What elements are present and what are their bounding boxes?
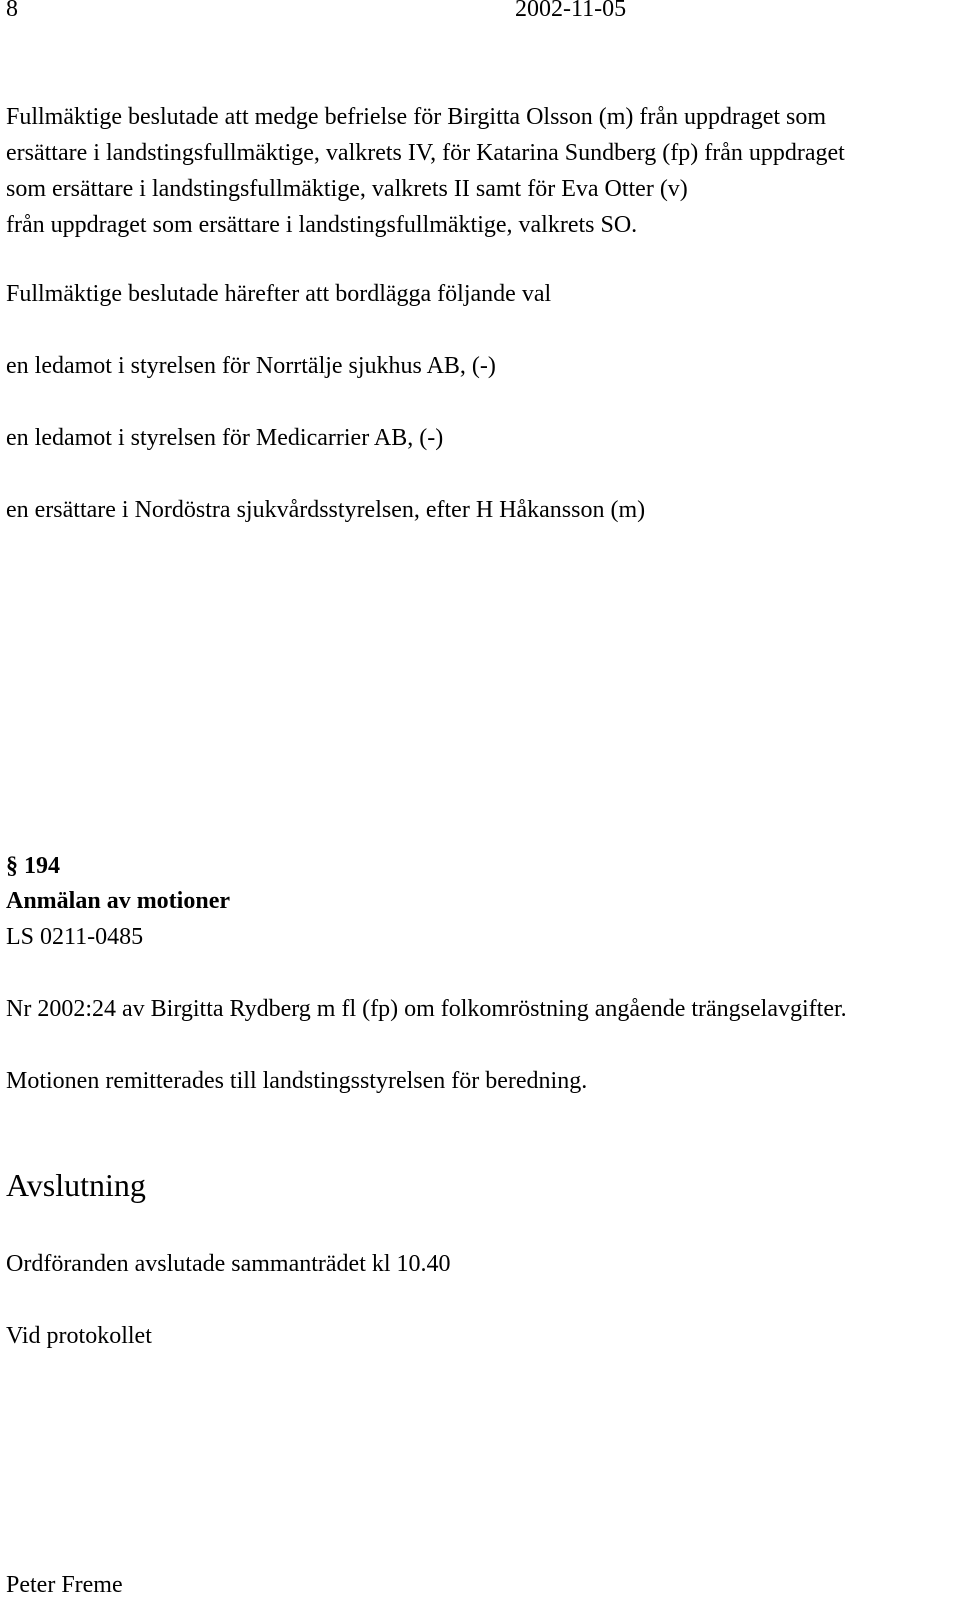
postponed-intro: Fullmäktige beslutade härefter att bordlägga följande val bbox=[6, 281, 552, 307]
intro-paragraph bbox=[6, 99, 956, 243]
paragraph-line: som ersättare i landstingsfullmäktige, valkrets II samt för Eva Otter (v) bbox=[6, 176, 688, 202]
paragraph-line: ersättare i landstingsfullmäktige, valkrets IV, för Katarina Sundberg (fp) från uppdraget bbox=[6, 140, 845, 166]
page-number: 8 bbox=[6, 0, 18, 22]
closing-text: Ordföranden avslutade sammanträdet kl 10.40 bbox=[6, 1251, 451, 1277]
document-date: 2002-11-05 bbox=[515, 0, 627, 22]
paragraph-line: Fullmäktige beslutade att medge befrielse för Birgitta Olsson (m) från uppdraget som bbox=[6, 104, 827, 130]
section-title: Anmälan av motioner bbox=[6, 888, 230, 914]
postponed-item: en ledamot i styrelsen för Medicarrier AB, (-) bbox=[6, 425, 444, 451]
section-number: § 194 bbox=[6, 853, 60, 879]
decision-text: Motionen remitterades till landstingsstyrelsen för beredning. bbox=[6, 1068, 588, 1094]
postponed-item: en ledamot i styrelsen för Norrtälje sjukhus AB, (-) bbox=[6, 353, 496, 379]
protocol-label: Vid protokollet bbox=[6, 1323, 152, 1349]
paragraph-line: från uppdraget som ersättare i landstingsfullmäktige, valkrets SO. bbox=[6, 212, 638, 238]
case-reference: LS 0211-0485 bbox=[6, 924, 144, 950]
signature-name: Peter Freme bbox=[6, 1572, 123, 1598]
postponed-item: en ersättare i Nordöstra sjukvårdsstyrelsen, efter H Håkansson (m) bbox=[6, 497, 646, 523]
closing-heading: Avslutning bbox=[6, 1167, 146, 1203]
motion-text: Nr 2002:24 av Birgitta Rydberg m fl (fp) om folkomröstning angående trängselavgifter. bbox=[6, 996, 847, 1022]
